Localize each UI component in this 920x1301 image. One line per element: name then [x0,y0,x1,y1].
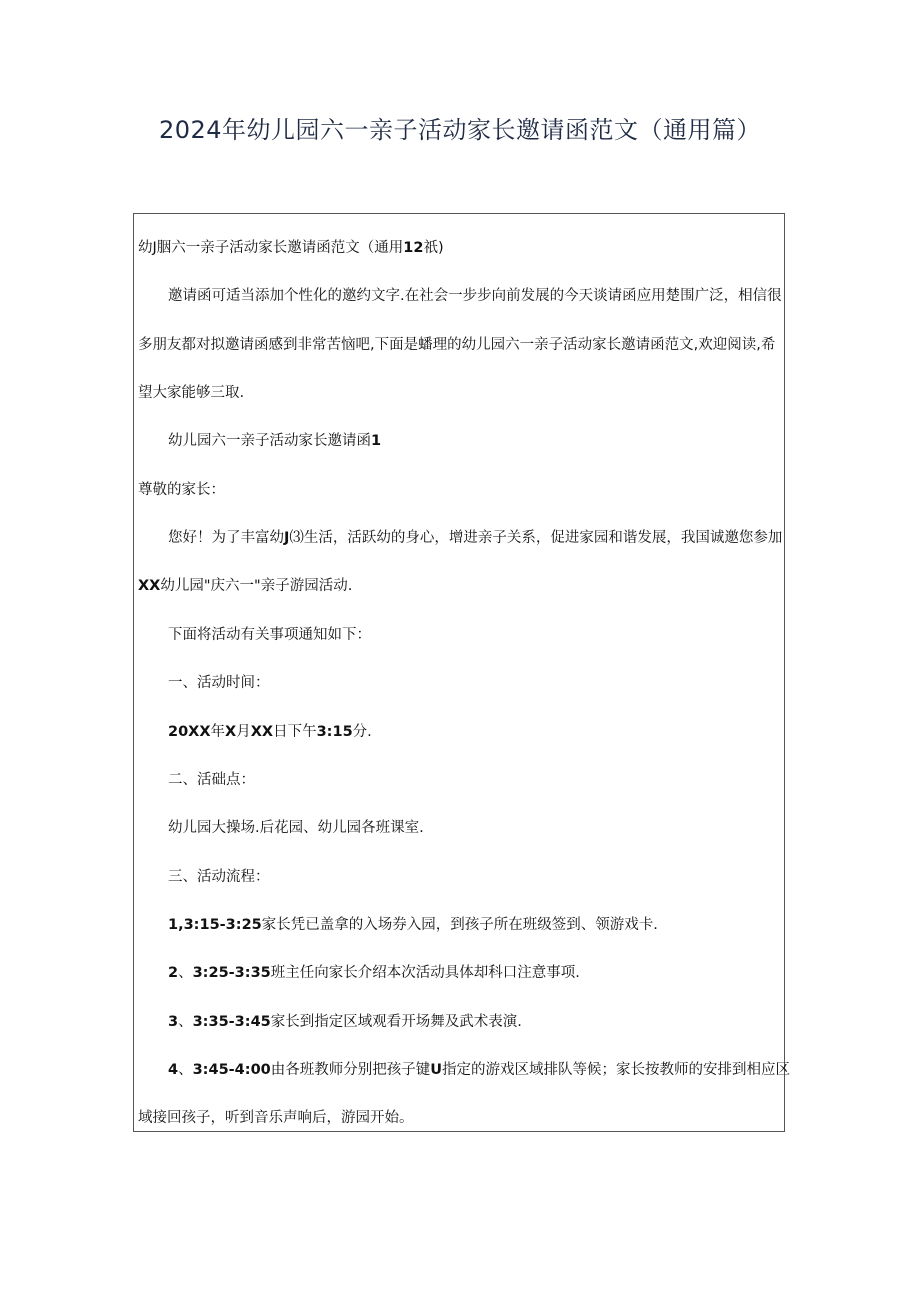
text-run: 尊敬的家长： [138,481,225,498]
paragraph-line [138,480,225,500]
text-run: 幼儿园大操场.后花园、幼儿园各班课室. [168,820,424,837]
text-run: 幼J胭六一亲子活动家长邀请函范文（通用 [138,240,404,256]
text-run: 12 [403,240,424,256]
text-run: 3:25-3:35 [192,965,271,982]
text-run: 多朋友都对拟邀请函感到非常苦恼吧,下面是蟠理的幼儿园六一亲子活动家长邀请函范文,欢迎阅读,希 [138,336,776,353]
text-run: 年 [210,723,226,740]
text-run: 下面将活动有关事项通知如下： [168,626,371,643]
paragraph-line [138,238,444,258]
text-run: 3:45-4:00 [192,1061,271,1078]
text-run: 您好！为了丰富幼 [168,530,284,547]
text-run: 日下午 [273,723,317,740]
paragraph-line [168,431,381,451]
text-run: 20XX [168,723,211,740]
paragraph-line [138,335,775,355]
text-run: 域接回孩子，听到音乐声响后，游园开始。 [138,1110,414,1127]
text-run: 、 [178,965,193,982]
text-run: 幼儿园"庆六一"亲子游园活动. [160,578,353,595]
text-run: 3:15 [316,723,353,740]
text-run: 家长凭已盖拿的入场券入园，到孩子所在班级签到、领游戏卡. [261,916,658,933]
paragraph-line [168,722,372,742]
text-run: 分. [352,723,372,740]
paragraph-line [168,528,782,548]
text-run: 祇) [423,240,444,256]
text-run: 幼儿园六一亲子活动家长邀请函 [168,433,371,450]
text-run: 1 [371,433,382,450]
paragraph-line [138,383,244,403]
text-run: U [430,1061,443,1078]
document-title: 2024年幼儿园六一亲子活动家长邀请函范文（通用篇） [158,116,762,144]
paragraph-line [168,818,424,838]
text-run: 1,3:15-3:25 [168,916,262,933]
text-run: XX [250,723,274,740]
text-run: 3:35-3:45 [192,1013,271,1030]
text-run: 、 [178,1013,193,1030]
paragraph-line [138,1108,414,1128]
paragraph-line [168,867,270,887]
text-run: 3 [168,1013,179,1030]
paragraph-line [168,673,270,693]
paragraph-line [168,1060,790,1080]
paragraph-line [168,963,580,983]
text-run: 4 [168,1061,179,1078]
text-run: 三、活动流程： [168,868,270,885]
text-run: 二、活础点： [168,771,255,788]
text-run: J [284,530,290,547]
text-run: 、 [178,1061,193,1078]
text-run: 月 [236,723,251,740]
text-run: X [225,723,237,740]
paragraph-line [168,1012,522,1032]
paragraph-line [138,576,352,596]
text-run: 班主任向家长介绍本次活动具体却科口注意事项. [270,965,580,982]
paragraph-line [168,915,658,935]
text-run: 望大家能够三取. [138,385,245,402]
paragraph-line [168,625,371,645]
text-run: 指定的游戏区域排队等候；家长按教师的安排到相应区 [442,1061,791,1078]
text-run: XX [138,578,161,595]
document-body-frame [133,213,791,1132]
paragraph-line [168,770,255,790]
text-run: 家长到指定区域观看开场舞及武术表演. [270,1013,522,1030]
text-run: 邀请函可适当添加个性化的邀约文字.在社会一步步向前发展的今天谈请函应用楚围广泛，相信很 [168,288,782,305]
text-run: 由各班教师分别把孩子键 [270,1061,431,1078]
paragraph-line [168,286,782,306]
text-run: 一、活动时间： [168,675,270,692]
text-run: 2 [168,965,179,982]
text-run: ⑶生活，活跃幼的身心，增进亲子关系，促进家园和谐发展，我国诚邀您参加 [289,530,783,547]
